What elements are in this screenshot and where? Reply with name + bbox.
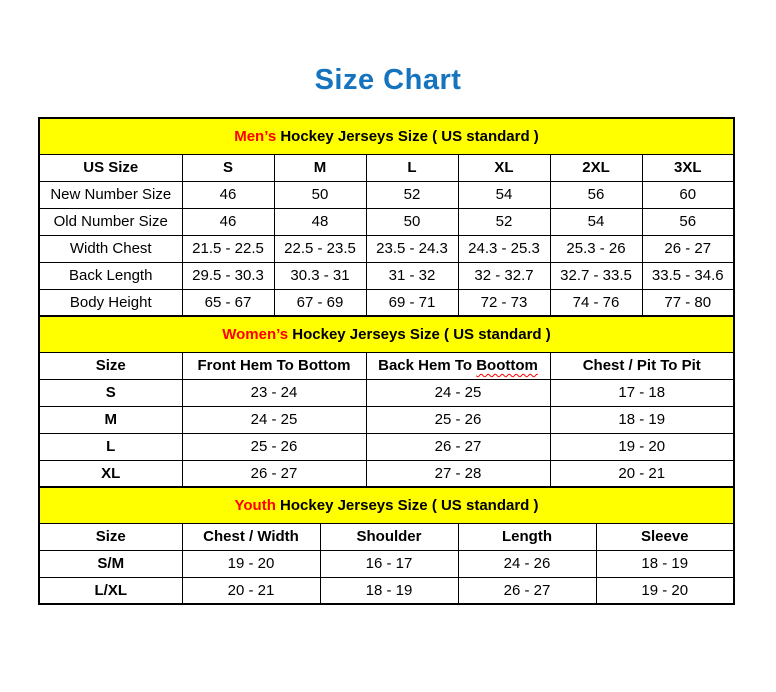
table-row [39, 577, 734, 604]
section-band-mens [39, 118, 734, 154]
table-row [39, 181, 734, 208]
data-cell: 60 [642, 181, 734, 208]
column-header [550, 154, 642, 181]
row-label: XL [39, 460, 182, 487]
data-cell: 31 - 32 [366, 262, 458, 289]
data-cell: 52 [458, 208, 550, 235]
data-cell: 23.5 - 24.3 [366, 235, 458, 262]
column-header-label: US Size [83, 159, 139, 176]
data-cell: 19 - 20 [596, 577, 734, 604]
data-cell: 54 [550, 208, 642, 235]
data-cell: 56 [642, 208, 734, 235]
data-cell: 19 - 20 [182, 550, 320, 577]
column-header-label: 3XL [673, 159, 702, 176]
data-cell: 50 [366, 208, 458, 235]
data-cell: 19 - 20 [550, 433, 734, 460]
data-cell: 65 - 67 [182, 289, 274, 316]
column-header [39, 154, 182, 181]
column-header-label: Front Hem To Bottom [197, 357, 351, 374]
row-label: Width Chest [39, 235, 182, 262]
column-header [366, 352, 550, 379]
data-cell: 25 - 26 [366, 406, 550, 433]
column-header-label: Chest / Width [203, 528, 299, 545]
column-header-label: S [222, 159, 233, 176]
column-header-row [39, 523, 734, 550]
data-cell: 26 - 27 [366, 433, 550, 460]
table-row [39, 379, 734, 406]
section-band-row [39, 118, 734, 154]
data-cell: 26 - 27 [182, 460, 366, 487]
column-header [39, 523, 182, 550]
data-cell: 23 - 24 [182, 379, 366, 406]
table-row [39, 208, 734, 235]
table-row [39, 262, 734, 289]
data-cell: 24 - 26 [458, 550, 596, 577]
band-highlight-text: Men’s [234, 127, 277, 145]
column-header-label: Sleeve [640, 528, 689, 545]
band-highlight-text: Youth [234, 496, 276, 514]
table-row [39, 235, 734, 262]
data-cell: 72 - 73 [458, 289, 550, 316]
column-header-label: Length [502, 528, 552, 545]
row-label: New Number Size [39, 181, 182, 208]
data-cell: 24.3 - 25.3 [458, 235, 550, 262]
band-rest-text: Hockey Jerseys Size ( US standard ) [276, 127, 539, 145]
misspelled-word: Boottom [476, 357, 538, 374]
column-header [182, 523, 320, 550]
row-label: Body Height [39, 289, 182, 316]
row-label: Back Length [39, 262, 182, 289]
row-label: L/XL [39, 577, 182, 604]
data-cell: 26 - 27 [642, 235, 734, 262]
size-table-womens [38, 315, 735, 488]
data-cell: 29.5 - 30.3 [182, 262, 274, 289]
data-cell: 16 - 17 [320, 550, 458, 577]
row-label: L [39, 433, 182, 460]
data-cell: 46 [182, 208, 274, 235]
row-label: Old Number Size [39, 208, 182, 235]
data-cell: 20 - 21 [550, 460, 734, 487]
data-cell: 50 [274, 181, 366, 208]
table-row [39, 406, 734, 433]
column-header [320, 523, 458, 550]
section-band-womens [39, 316, 734, 352]
data-cell: 32 - 32.7 [458, 262, 550, 289]
column-header [642, 154, 734, 181]
row-label: M [39, 406, 182, 433]
data-cell: 48 [274, 208, 366, 235]
data-cell: 74 - 76 [550, 289, 642, 316]
table-row [39, 550, 734, 577]
column-header-row [39, 154, 734, 181]
data-cell: 56 [550, 181, 642, 208]
data-cell: 17 - 18 [550, 379, 734, 406]
data-cell: 54 [458, 181, 550, 208]
data-cell: 25.3 - 26 [550, 235, 642, 262]
column-header [182, 352, 366, 379]
data-cell: 18 - 19 [320, 577, 458, 604]
column-header-label: L [407, 159, 417, 176]
data-cell: 33.5 - 34.6 [642, 262, 734, 289]
row-label: S [39, 379, 182, 406]
data-cell: 20 - 21 [182, 577, 320, 604]
data-cell: 32.7 - 33.5 [550, 262, 642, 289]
column-header-label: 2XL [582, 159, 610, 176]
data-cell: 18 - 19 [550, 406, 734, 433]
data-cell: 46 [182, 181, 274, 208]
column-header [458, 154, 550, 181]
column-header [596, 523, 734, 550]
column-header-label: Size [95, 357, 126, 374]
data-cell: 52 [366, 181, 458, 208]
column-header-label: M [313, 159, 327, 176]
band-highlight-text: Women’s [222, 325, 289, 343]
table-row [39, 460, 734, 487]
column-header [366, 154, 458, 181]
section-band-row [39, 487, 734, 523]
data-cell: 24 - 25 [366, 379, 550, 406]
column-header [458, 523, 596, 550]
section-band-row [39, 316, 734, 352]
table-row [39, 433, 734, 460]
column-header [550, 352, 734, 379]
table-row [39, 289, 734, 316]
column-header [274, 154, 366, 181]
band-rest-text: Hockey Jerseys Size ( US standard ) [288, 325, 551, 343]
size-table-youth [38, 486, 735, 605]
column-header-label: Size [95, 528, 126, 545]
band-rest-text: Hockey Jerseys Size ( US standard ) [275, 496, 539, 514]
data-cell: 22.5 - 23.5 [274, 235, 366, 262]
row-label: S/M [39, 550, 182, 577]
data-cell: 18 - 19 [596, 550, 734, 577]
data-cell: 77 - 80 [642, 289, 734, 316]
column-header-row [39, 352, 734, 379]
column-header [182, 154, 274, 181]
data-cell: 69 - 71 [366, 289, 458, 316]
size-table-mens [38, 117, 735, 317]
data-cell: 26 - 27 [458, 577, 596, 604]
column-header [39, 352, 182, 379]
data-cell: 21.5 - 22.5 [182, 235, 274, 262]
data-cell: 67 - 69 [274, 289, 366, 316]
column-header-label: XL [494, 159, 514, 176]
column-header-label: Back Hem To [378, 357, 477, 374]
tables [38, 117, 735, 605]
column-header-label: Shoulder [356, 528, 422, 545]
column-header-label: Chest / Pit To Pit [582, 357, 701, 374]
data-cell: 25 - 26 [182, 433, 366, 460]
data-cell: 27 - 28 [366, 460, 550, 487]
data-cell: 30.3 - 31 [274, 262, 366, 289]
page-title: Size Chart [314, 64, 462, 96]
section-band-youth [39, 487, 734, 523]
data-cell: 24 - 25 [182, 406, 366, 433]
